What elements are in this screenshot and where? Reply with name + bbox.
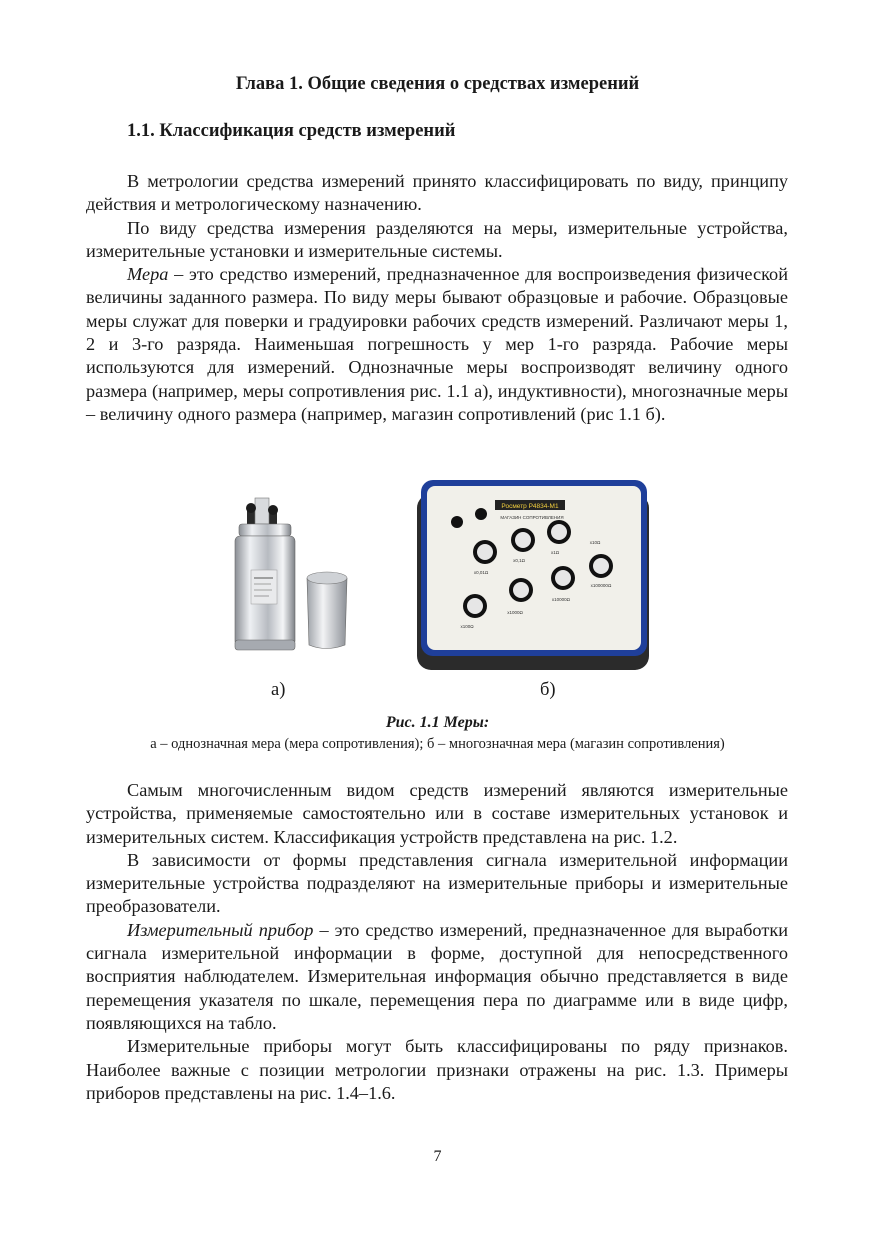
figure-label-b: б)	[540, 680, 556, 700]
box-subtitle: МАГАЗИН СОПРОТИВЛЕНИЯ	[500, 515, 564, 520]
paragraph: Измерительные приборы могут быть классифицированы по ряду признаков. Наиболее важные с позиции метрологии признаки отражены на рис. 1.3. Примеры приборов представлены на рис. 1.4–1.6.	[86, 1036, 788, 1103]
knob-label: х100Ω	[460, 624, 474, 629]
paragraph: По виду средства измерения разделяются на меры, измерительные устройства, измерительные установки и измерительные системы.	[86, 217, 788, 261]
knob-label: х1000Ω	[507, 610, 523, 615]
paragraph: В метрологии средства измерений принято классифицировать по виду, принципу действия и метрологическому назначению.	[86, 171, 788, 215]
paragraph-rest: – это средство измерений, предназначенное для воспроизведения физической величины заданного размера. По виду меры бывают образцовые и рабочие. Образцовые меры служат для поверки и градуировки рабочих средств измерений. Различают меры 1, 2 и 3-го разряда. Наименьшая погрешность у мер 1-го разряда. Рабочие меры используются для измерений. Однозначные меры воспроизводят величину одного размера (например, меры сопротивления рис. 1.1 а), индуктивности), многозначные меры – величину одного размера (например, магазин сопротивлений (рис 1.1 б).	[86, 264, 788, 424]
paragraph	[86, 919, 788, 1035]
figure-resistance-box	[415, 474, 655, 674]
knob	[589, 554, 613, 578]
knob-label: х10000Ω	[551, 597, 571, 602]
knob	[547, 520, 571, 544]
knob	[551, 566, 575, 590]
knob-label: х0,1Ω	[513, 558, 525, 563]
chapter-title: Глава 1. Общие сведения о средствах измерений	[235, 74, 640, 94]
page-number: 7	[433, 1148, 442, 1165]
knob-label: х100000Ω	[590, 583, 612, 588]
knob	[463, 594, 487, 618]
knob	[473, 540, 497, 564]
paragraph: В зависимости от формы представления сигнала измерительной информации измерительные устройства подразделяют на измерительные приборы и измерительные преобразователи.	[86, 849, 788, 917]
paragraph-rest: – это средство измерений, предназначенное для выработки сигнала измерительной информации в форме, доступной для непосредственного восприятия наблюдателем. Измерительная информация обычно представляется в виде перемещения указателя по шкале, перемещения пера по диаграмме или в виде цифр, появляющихся на табло.	[86, 919, 788, 1033]
paragraph: Самым многочисленным видом средств измерений являются измерительные устройства, применяемые самостоятельно или в составе измерительных установок и измерительных систем. Классификация устройств представлена на рис. 1.2.	[86, 780, 788, 847]
body-text-top	[86, 170, 788, 426]
figure-caption-title: Рис. 1.1 Меры:	[385, 714, 490, 731]
knob	[509, 578, 533, 602]
knob	[511, 528, 535, 552]
paragraph	[86, 263, 788, 426]
knob-label: х10Ω	[589, 540, 601, 545]
knob-label: х0,01Ω	[473, 570, 489, 575]
knob-label: х1Ω	[550, 550, 560, 555]
box-brand: Росметр Р4834-М1	[501, 503, 559, 510]
figure-label-a: а)	[271, 680, 286, 700]
figure-caption-desc: а – однозначная мера (мера сопротивления); б – многозначная мера (магазин сопротивления)	[150, 736, 725, 752]
body-text-bottom	[86, 779, 788, 1105]
figure-resistance-measure	[225, 490, 355, 670]
section-title: 1.1. Классификация средств измерений	[127, 121, 456, 141]
term-mera: Мера	[127, 264, 169, 285]
term-measuring-instrument: Измерительный прибор	[127, 919, 314, 940]
